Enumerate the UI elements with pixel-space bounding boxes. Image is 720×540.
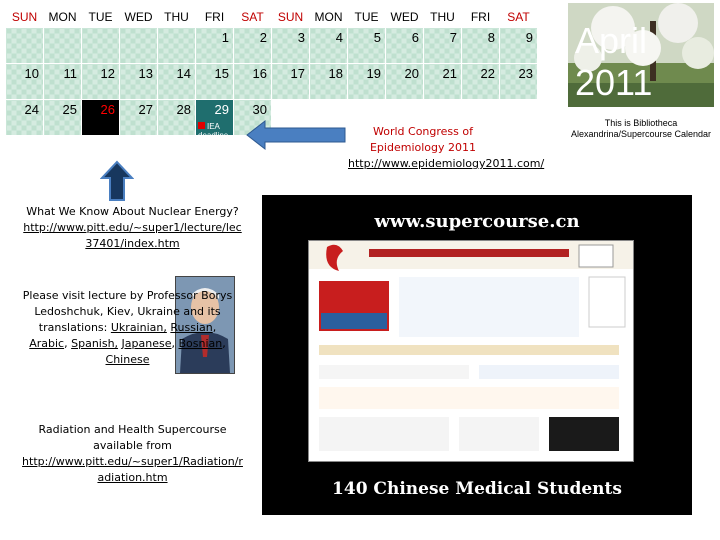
calendar-week-row — [6, 64, 538, 100]
link-russian[interactable]: Russian — [170, 321, 213, 334]
day-cell-highlighted: 26 — [82, 100, 120, 136]
link-japanese[interactable]: Japanese — [121, 337, 172, 350]
day-header: WED — [386, 6, 424, 28]
day-cell: 7 — [424, 28, 462, 64]
day-header: THU — [424, 6, 462, 28]
link-spanish[interactable]: Spanish, — [71, 337, 119, 350]
day-cell: 22 — [462, 64, 500, 100]
empty-cell — [500, 100, 538, 136]
day-cell: 18 — [310, 64, 348, 100]
day-header: SAT — [234, 6, 272, 28]
link-ukrainian[interactable]: Ukrainian, — [110, 321, 167, 334]
nuclear-title: What We Know About Nuclear Energy? — [26, 205, 239, 218]
day-cell: 1 — [196, 28, 234, 64]
day-cell: 10 — [6, 64, 44, 100]
day-cell: 11 — [44, 64, 82, 100]
congress-title: World Congress of Epidemiology 2011 — [369, 125, 476, 154]
lecture-block: Please visit lecture by Professor Borys Ledoshchuk, Kiev, Ukraine and its translations: Ukrainian, Russian, Arabic, Spanish, Japanese, Bosnian, Chinese — [22, 289, 233, 366]
supercourse-page-screenshot — [308, 240, 634, 462]
day-cell: 3 — [272, 28, 310, 64]
congress-link[interactable]: http://www.epidemiology2011.com/ — [348, 157, 545, 170]
iea-deadline-text: IEA deadline — [198, 122, 229, 140]
day-cell: 21 — [424, 64, 462, 100]
day-cell: 13 — [120, 64, 158, 100]
supercourse-caption: 140 Chinese Medical Students — [332, 479, 622, 499]
nuclear-energy-block — [20, 204, 245, 252]
day-cell-deadline — [196, 100, 234, 140]
up-arrow-icon — [100, 160, 134, 202]
day-cell: 15 — [196, 64, 234, 100]
day-cell — [82, 28, 120, 64]
day-cell — [158, 28, 196, 64]
webpage-thumbnail — [309, 241, 633, 461]
supercourse-site-title: www.supercourse.cn — [374, 211, 580, 232]
day-cell: 23 — [500, 64, 538, 100]
day-cell: 6 — [386, 28, 424, 64]
link-bosnian[interactable]: Bosnian — [178, 337, 223, 350]
iea-deadline-note — [198, 122, 233, 140]
day-cell: 5 — [348, 28, 386, 64]
radiation-block — [20, 422, 245, 486]
day-cell: 28 — [158, 100, 196, 136]
supercourse-panel — [262, 195, 692, 515]
radiation-link[interactable]: http://www.pitt.edu/~super1/Radiation/radiation.htm — [22, 455, 243, 484]
day-header: SUN — [272, 6, 310, 28]
day-number: 29 — [214, 102, 229, 117]
link-arabic[interactable]: Arabic — [29, 337, 65, 350]
day-header: WED — [120, 6, 158, 28]
day-cell: 27 — [120, 100, 158, 136]
day-cell: 19 — [348, 64, 386, 100]
day-cell: 30 — [234, 100, 272, 136]
day-cell: 20 — [386, 64, 424, 100]
day-header: MON — [44, 6, 82, 28]
day-cell: 8 — [462, 28, 500, 64]
congress-block — [348, 124, 545, 172]
nuclear-lecture-link[interactable]: http://www.pitt.edu/~super1/lecture/lec37401/index.htm — [23, 221, 242, 250]
day-cell: 16 — [234, 64, 272, 100]
deadline-marker-icon — [198, 122, 205, 129]
day-cell — [120, 28, 158, 64]
day-header: MON — [310, 6, 348, 28]
day-cell — [44, 28, 82, 64]
day-cell — [6, 28, 44, 64]
day-cell: 24 — [6, 100, 44, 136]
calendar-week-row — [6, 28, 538, 64]
day-header: SAT — [500, 6, 538, 28]
calendar-header-row — [6, 6, 538, 28]
day-cell: 25 — [44, 100, 82, 136]
radiation-text: Radiation and Health Supercourse available from — [38, 423, 227, 452]
day-cell: 14 — [158, 64, 196, 100]
day-header: FRI — [462, 6, 500, 28]
calendar-caption: This is Bibliotheca Alexandrina/Supercourse Calendar — [570, 118, 712, 139]
day-cell: 17 — [272, 64, 310, 100]
day-header: FRI — [196, 6, 234, 28]
left-arrow-icon — [245, 118, 350, 152]
lecture-text: Please visit lecture by Professor Borys Ledoshchuk, Kiev, Ukraine and its translations: — [22, 289, 233, 334]
link-chinese[interactable]: Chinese — [105, 353, 150, 366]
day-cell: 9 — [500, 28, 538, 64]
month-title: April 2011 — [575, 20, 653, 103]
day-cell: 4 — [310, 28, 348, 64]
day-cell: 12 — [82, 64, 120, 100]
day-header: THU — [158, 6, 196, 28]
day-header: TUE — [348, 6, 386, 28]
day-header: SUN — [6, 6, 44, 28]
day-header: TUE — [82, 6, 120, 28]
day-cell: 2 — [234, 28, 272, 64]
